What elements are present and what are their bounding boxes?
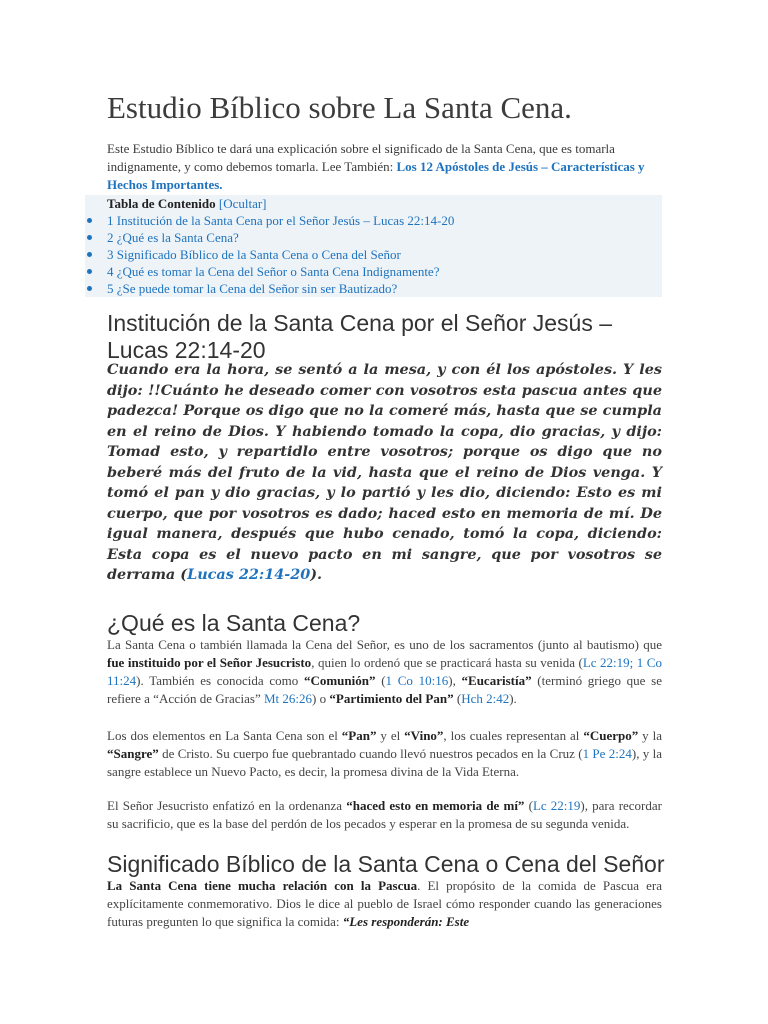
intro-paragraph: [107, 140, 662, 194]
toc-item-label[interactable]: 5 ¿Se puede tomar la Cena del Señor sin ser Bautizado?: [107, 281, 398, 296]
page-title: Estudio Bíblico sobre La Santa Cena.: [107, 90, 572, 125]
table-of-contents: [85, 195, 662, 297]
bullet-icon: [87, 269, 92, 274]
scripture-reference-link[interactable]: Hch 2:42: [461, 691, 510, 706]
bullet-icon: [87, 286, 92, 291]
toc-item[interactable]: [85, 212, 454, 229]
paragraph: La Santa Cena o también llamada la Cena del Señor, es uno de los sacramentos (junto al bautismo) que fue instituido por el Señor Jesucristo, quien lo ordenó que se practicará hasta su venida (Lc 22:19; 1 Co 11:24). También es conocida como “Comunión” (1 Co 10:16), “Eucaristía” (terminó griego que se refiere a “Acción de Gracias” Mt 26:26) o “Partimiento del Pan” (Hch 2:42).: [107, 637, 662, 706]
quote-text: Cuando era la hora, se sentó a la mesa, y con él los apóstoles. Y les dijo: !!Cuánto he deseado comer con vosotros esta pascua antes que padezca! Porque os digo que no la comeré más, hasta que se cumpla en el reino de Dios. Y habiendo tomado la copa, dio gracias, y dijo: Tomad esto, y repartidlo entre vosotros; porque os digo que no beberé más del fruto de la vid, hasta que el reino de Dios venga. Y tomó el pan y dio gracias, y lo partió y les dio, diciendo: Esto es mi cuerpo, que por vosotros es dado; haced esto en memoria de mí. De igual manera, después que hubo cenado, tomó la copa, diciendo: Esta copa es el nuevo pacto en mi sangre, que por vosotros se derrama (: [107, 361, 662, 583]
toc-item[interactable]: [85, 229, 454, 246]
paragraph: Los dos elementos en La Santa Cena son el “Pan” y el “Vino”, los cuales representan al “Cuerpo” y la “Sangre” de Cristo. Su cuerpo fue quebrantado cuando llevó nuestros pecados en la Cruz (1 Pe 2:24), y la sangre establece un Nuevo Pacto, es decir, la promesa divina de la Vida Eterna.: [107, 728, 663, 779]
toc-item-label[interactable]: 2 ¿Qué es la Santa Cena?: [107, 230, 239, 245]
toc-item-label[interactable]: 1 Institución de la Santa Cena por el Señor Jesús – Lucas 22:14-20: [107, 213, 455, 228]
section-heading-institucion: Institución de la Santa Cena por el Señor Jesús – Lucas 22:14-20: [107, 310, 613, 363]
section-heading-que-es: ¿Qué es la Santa Cena?: [107, 610, 361, 636]
toc-list: [85, 212, 454, 297]
paragraph: El Señor Jesucristo enfatizó en la ordenanza “haced esto en memoria de mí” (Lc 22:19), para recordar su sacrificio, que es la base del perdón de los pecados y esperar en la promesa de su segunda venida.: [107, 798, 662, 831]
toc-item-label[interactable]: 4 ¿Qué es tomar la Cena del Señor o Santa Cena Indignamente?: [107, 264, 440, 279]
scripture-reference-link[interactable]: Mt 26:26: [263, 691, 313, 706]
intro-text: Este Estudio Bíblico te dará una explicación sobre el significado de la Santa Cena, que es tomarla indignamente, y como debemos tomarla. Lee También:: [107, 141, 615, 174]
bullet-icon: [87, 218, 92, 223]
scripture-quote: [107, 360, 662, 586]
scripture-reference-link[interactable]: Lc 22:19; 1 Co 11:24: [107, 655, 662, 688]
toc-label: Tabla de Contenido: [107, 196, 216, 211]
toc-item[interactable]: [85, 246, 454, 263]
scripture-reference-link[interactable]: 1 Co 10:16: [385, 673, 449, 688]
paragraph: La Santa Cena tiene mucha relación con la Pascua. El propósito de la comida de Pascua era explícitamente conmemorativo. Dios le dice al pueblo de Israel cómo responder cuando las generaciones futuras pregunten lo que significa la comida: “Les responderán: Este: [107, 878, 662, 929]
toc-toggle-link[interactable]: [Ocultar]: [218, 196, 267, 211]
scripture-reference-link[interactable]: Lc 22:19: [532, 798, 581, 813]
toc-item[interactable]: [85, 280, 454, 297]
related-article-link[interactable]: Los 12 Apóstoles de Jesús – Características y Hechos Importantes.: [107, 159, 645, 192]
bullet-icon: [87, 235, 92, 240]
quote-end: ).: [310, 566, 323, 583]
toc-header: [107, 195, 267, 212]
scripture-reference-link[interactable]: Lucas 22:14-20: [187, 566, 311, 583]
bullet-icon: [87, 252, 92, 257]
toc-item-label[interactable]: 3 Significado Bíblico de la Santa Cena o Cena del Señor: [107, 247, 401, 262]
scripture-reference-link[interactable]: 1 Pe 2:24: [582, 746, 632, 761]
toc-item[interactable]: [85, 263, 454, 280]
section-heading-significado: Significado Bíblico de la Santa Cena o Cena del Señor: [107, 851, 665, 877]
